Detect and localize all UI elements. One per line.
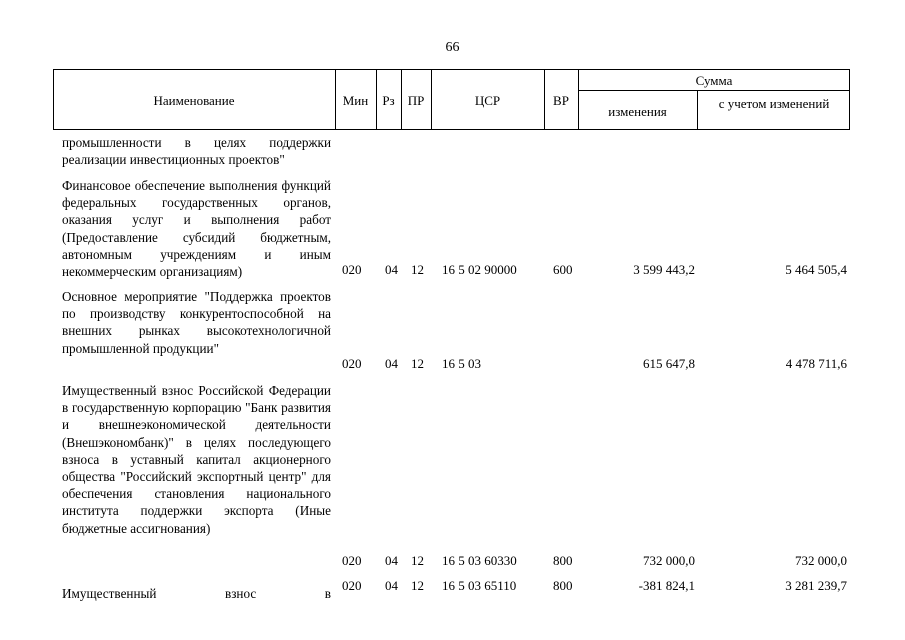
cell-total: 4 478 711,6 bbox=[785, 356, 847, 371]
page-number: 66 bbox=[445, 40, 460, 55]
cell-vr: 600 bbox=[553, 262, 573, 277]
header-vr: ВР bbox=[553, 93, 569, 108]
cell-min: 020 bbox=[342, 262, 362, 277]
cell-csr: 16 5 03 bbox=[442, 356, 481, 371]
cell-total: 5 464 505,4 bbox=[785, 262, 847, 277]
cell-min: 020 bbox=[342, 553, 362, 568]
cell-pr: 12 bbox=[411, 356, 424, 371]
cell-rz: 04 bbox=[385, 578, 398, 593]
divider-change bbox=[697, 90, 698, 130]
header-sum: Сумма bbox=[695, 73, 733, 88]
row-name: Основное мероприятие "Поддержка проектов по производству конкурентоспособной на внешних рынках высокотехнологичной промышленной продукции" bbox=[62, 289, 331, 356]
cell-vr: 800 bbox=[553, 553, 573, 568]
cell-csr: 16 5 02 90000 bbox=[442, 262, 517, 277]
header-csr: ЦСР bbox=[474, 93, 501, 108]
cell-csr: 16 5 03 65110 bbox=[442, 578, 517, 593]
row-name: Имущественный взнос Российской Федерации в государственную корпорацию "Банк развития и внешнеэкономической деятельности (Внешэкономбанк)" в целях последующего взноса в уставный капитал акционерного общества "Российский экспортный центр" для обеспечения становления национального института поддержки экспорта (Иные бюджетные ассигнования) bbox=[62, 383, 331, 536]
cell-min: 020 bbox=[342, 356, 362, 371]
row-name: Имущественный взнос в bbox=[62, 586, 331, 601]
header-bottom-border bbox=[53, 129, 850, 130]
cell-change: -381 824,1 bbox=[638, 578, 695, 593]
header-min: Мин bbox=[342, 93, 369, 108]
divider-sum-sub bbox=[578, 90, 850, 91]
header-pr: ПР bbox=[407, 93, 425, 108]
header-rz: Рз bbox=[382, 93, 395, 108]
header-name: Наименование bbox=[153, 93, 235, 108]
row-name: промышленности в целях поддержки реализации инвестиционных проектов" bbox=[62, 135, 331, 168]
table-header bbox=[53, 69, 850, 130]
cell-pr: 12 bbox=[411, 553, 424, 568]
cell-pr: 12 bbox=[411, 578, 424, 593]
cell-change: 732 000,0 bbox=[643, 553, 695, 568]
cell-change: 615 647,8 bbox=[643, 356, 695, 371]
cell-csr: 16 5 03 60330 bbox=[442, 553, 517, 568]
cell-rz: 04 bbox=[385, 262, 398, 277]
cell-min: 020 bbox=[342, 578, 362, 593]
cell-rz: 04 bbox=[385, 553, 398, 568]
header-change: изменения bbox=[608, 104, 667, 119]
cell-rz: 04 bbox=[385, 356, 398, 371]
header-with-change: с учетом изменений bbox=[718, 96, 830, 111]
cell-total: 3 281 239,7 bbox=[785, 578, 847, 593]
cell-pr: 12 bbox=[411, 262, 424, 277]
row-name: Финансовое обеспечение выполнения функций федеральных государственных органов, оказания услуг и выполнения работ (Предоставление субсидий бюджетным, автономным учреждениям и иным некоммерческим организациям) bbox=[62, 178, 331, 280]
cell-vr: 800 bbox=[553, 578, 573, 593]
cell-change: 3 599 443,2 bbox=[633, 262, 695, 277]
header-top-border bbox=[53, 69, 850, 70]
cell-total: 732 000,0 bbox=[795, 553, 847, 568]
